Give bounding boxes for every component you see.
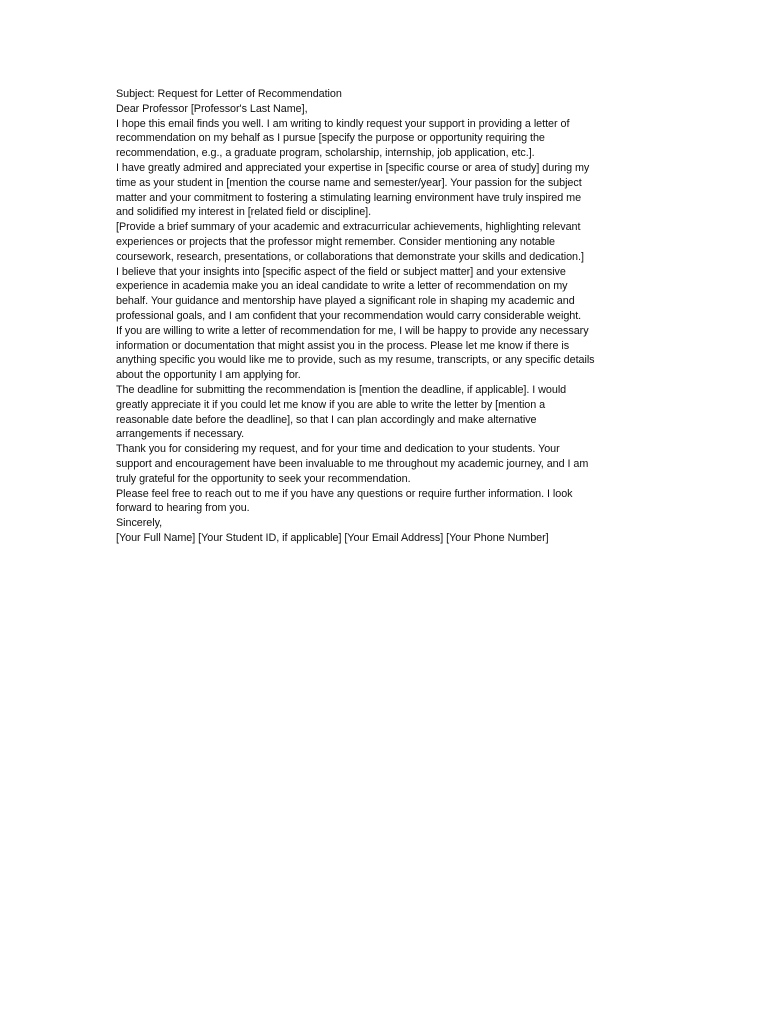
text-line: arrangements if necessary. [116, 428, 245, 441]
paragraph-insights [116, 265, 656, 324]
text-line: I believe that your insights into [specific aspect of the field or subject matter] and your extensive [116, 265, 566, 278]
paragraph-intro [116, 117, 656, 161]
closing-line: Sincerely, [116, 517, 163, 530]
text-line: If you are willing to write a letter of recommendation for me, I will be happy to provide any necessary [116, 324, 589, 337]
text-line: I hope this email finds you well. I am writing to kindly request your support in providing a letter of [116, 117, 570, 130]
text-line: [Provide a brief summary of your academic and extracurricular achievements, highlighting relevant [116, 221, 581, 234]
paragraph-materials [116, 324, 656, 383]
text-line: coursework, research, presentations, or collaborations that demonstrate your skills and dedication.] [116, 250, 584, 263]
text-line: experience in academia make you an ideal candidate to write a letter of recommendation on my [116, 280, 568, 293]
text-line: professional goals, and I am confident that your recommendation would carry considerable weight. [116, 309, 582, 322]
text-line: matter and your commitment to fostering a stimulating learning environment have truly inspired me [116, 191, 582, 204]
text-line: I have greatly admired and appreciated your expertise in [specific course or area of study] during my [116, 161, 590, 174]
text-line: Thank you for considering my request, and for your time and dedication to your students. Your [116, 443, 560, 456]
signature-line: [Your Full Name] [Your Student ID, if applicable] [Your Email Address] [Your Phone Number] [116, 531, 549, 544]
text-line: The deadline for submitting the recommendation is [mention the deadline, if applicable]. I would [116, 383, 567, 396]
text-line: Please feel free to reach out to me if you have any questions or require further information. I look [116, 487, 573, 500]
text-line: reasonable date before the deadline], so that I can plan accordingly and make alternative [116, 413, 537, 426]
text-line: anything specific you would like me to provide, such as my resume, transcripts, or any specific details [116, 354, 595, 367]
paragraph-thanks [116, 442, 656, 486]
subject-line: Subject: Request for Letter of Recommendation [116, 88, 342, 100]
text-line: behalf. Your guidance and mentorship have played a significant role in shaping my academic and [116, 295, 575, 308]
text-line: greatly appreciate it if you could let me know if you are able to write the letter by [mention a [116, 398, 546, 411]
paragraph-deadline [116, 383, 656, 442]
text-line: support and encouragement have been invaluable to me throughout my academic journey, and I am [116, 457, 589, 470]
text-line: information or documentation that might assist you in the process. Please let me know if there is [116, 339, 570, 352]
text-line: recommendation on my behalf as I pursue [specify the purpose or opportunity requiring the [116, 132, 545, 145]
paragraph-achievements-placeholder [116, 220, 656, 264]
letter-body [116, 87, 656, 546]
text-line: and solidified my interest in [related field or discipline]. [116, 206, 372, 219]
paragraph-contact [116, 487, 656, 517]
text-line: truly grateful for the opportunity to seek your recommendation. [116, 472, 411, 485]
text-line: time as your student in [mention the course name and semester/year]. Your passion for the subject [116, 176, 582, 189]
text-line: recommendation, e.g., a graduate program, scholarship, internship, job application, etc.]. [116, 147, 535, 160]
greeting-line: Dear Professor [Professor's Last Name], [116, 102, 308, 115]
paragraph-admiration [116, 161, 656, 220]
text-line: forward to hearing from you. [116, 502, 250, 515]
text-line: experiences or projects that the professor might remember. Consider mentioning any notable [116, 235, 556, 248]
text-line: about the opportunity I am applying for. [116, 369, 301, 382]
